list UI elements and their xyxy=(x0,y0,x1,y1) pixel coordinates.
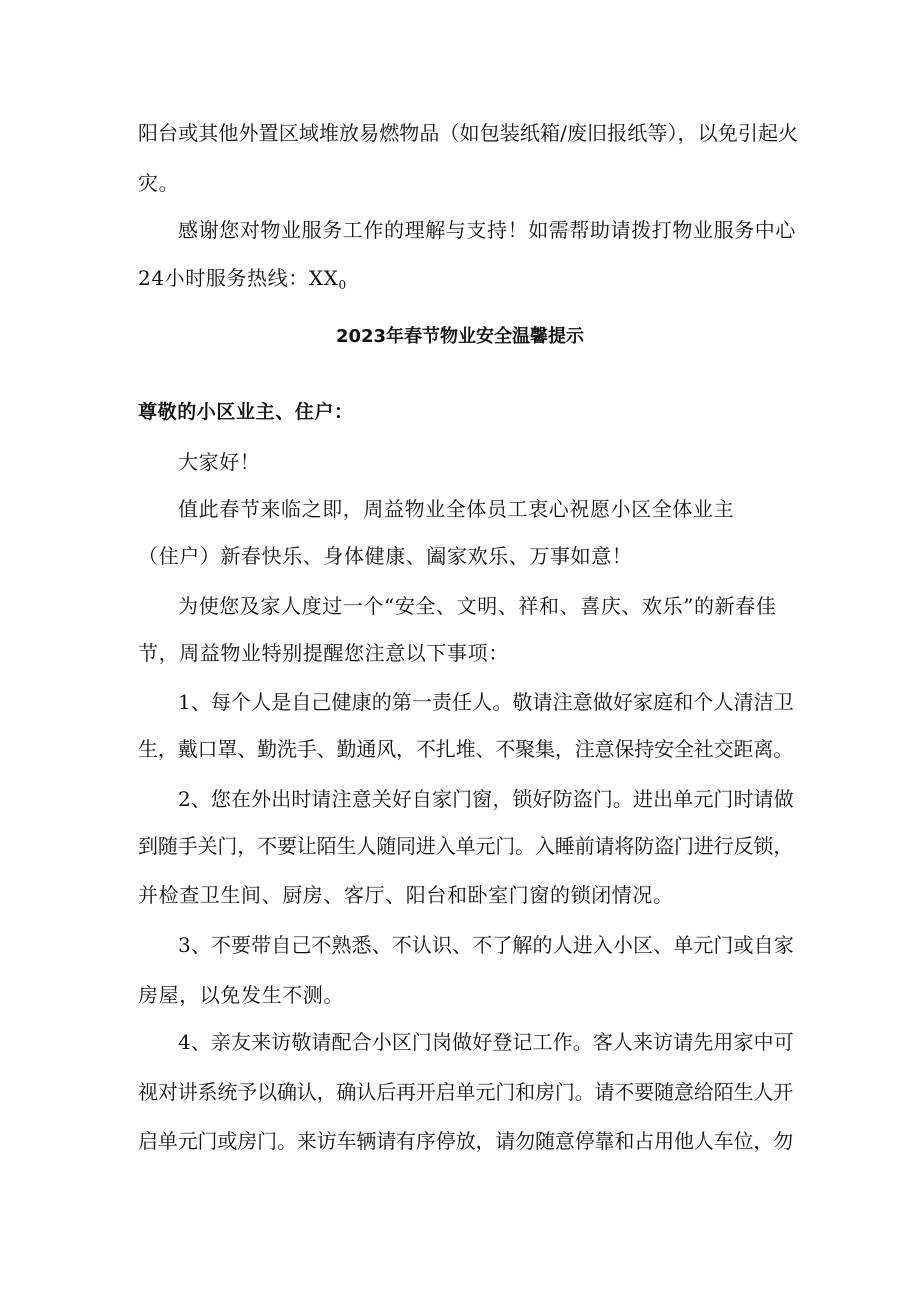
hotline-text: 24小时服务热线：XX xyxy=(138,266,339,290)
intro-line: （住户）新春快乐、身体健康、阖家欢乐、万事如意！ xyxy=(138,544,633,568)
notice-title: 2023年春节物业安全温馨提示 xyxy=(335,326,585,347)
hotline-subscript: 0 xyxy=(338,278,347,292)
hotline-line xyxy=(138,266,798,297)
item-4-line: 4、亲友来访敬请配合小区门岗做好登记工作。客人来访请先用家中可 xyxy=(178,1030,794,1054)
item-1-line: 1、每个人是自己健康的第一责任人。敬请注意做好家庭和个人清洁卫 xyxy=(178,690,794,714)
item-2-line: 并检查卫生间、厨房、客厅、阳台和卧室门窗的锁闭情况。 xyxy=(138,883,674,907)
item-2-line: 到随手关门，不要让陌生人随同进入单元门。入睡前请将防盗门进行反锁， xyxy=(138,834,794,858)
prev-paragraph-line: 灾。 xyxy=(138,171,180,195)
greeting: 大家好！ xyxy=(178,450,261,474)
item-4-line: 启单元门或房门。来访车辆请有序停放，请勿随意停靠和占用他人车位，勿 xyxy=(138,1129,794,1153)
thanks-line: 感谢您对物业服务工作的理解与支持！如需帮助请拨打物业服务中心 xyxy=(178,218,796,242)
salutation: 尊敬的小区业主、住户： xyxy=(138,401,354,423)
intro-line: 值此春节来临之即，周益物业全体员工衷心祝愿小区全体业主 xyxy=(178,497,735,521)
item-2-line: 2、您在外出时请注意关好自家门窗，锁好防盗门。进出单元门时请做 xyxy=(178,787,794,811)
item-3-line: 3、不要带自己不熟悉、不认识、不了解的人进入小区、单元门或自家 xyxy=(178,933,794,957)
item-4-line: 视对讲系统予以确认，确认后再开启单元门和房门。请不要随意给陌生人开 xyxy=(138,1080,794,1104)
purpose-line: 为使您及家人度过一个“安全、文明、祥和、喜庆、欢乐”的新春佳 xyxy=(178,594,777,618)
item-3-line: 房屋，以免发生不测。 xyxy=(138,983,344,1007)
item-1-line: 生，戴口罩、勤洗手、勤通风，不扎堆、不聚集，注意保持安全社交距离。 xyxy=(138,737,794,761)
purpose-line: 节，周益物业特别提醒您注意以下事项： xyxy=(138,641,509,665)
prev-paragraph-line: 阳台或其他外置区域堆放易燃物品（如包装纸箱/废旧报纸等），以免引起火 xyxy=(138,121,799,145)
